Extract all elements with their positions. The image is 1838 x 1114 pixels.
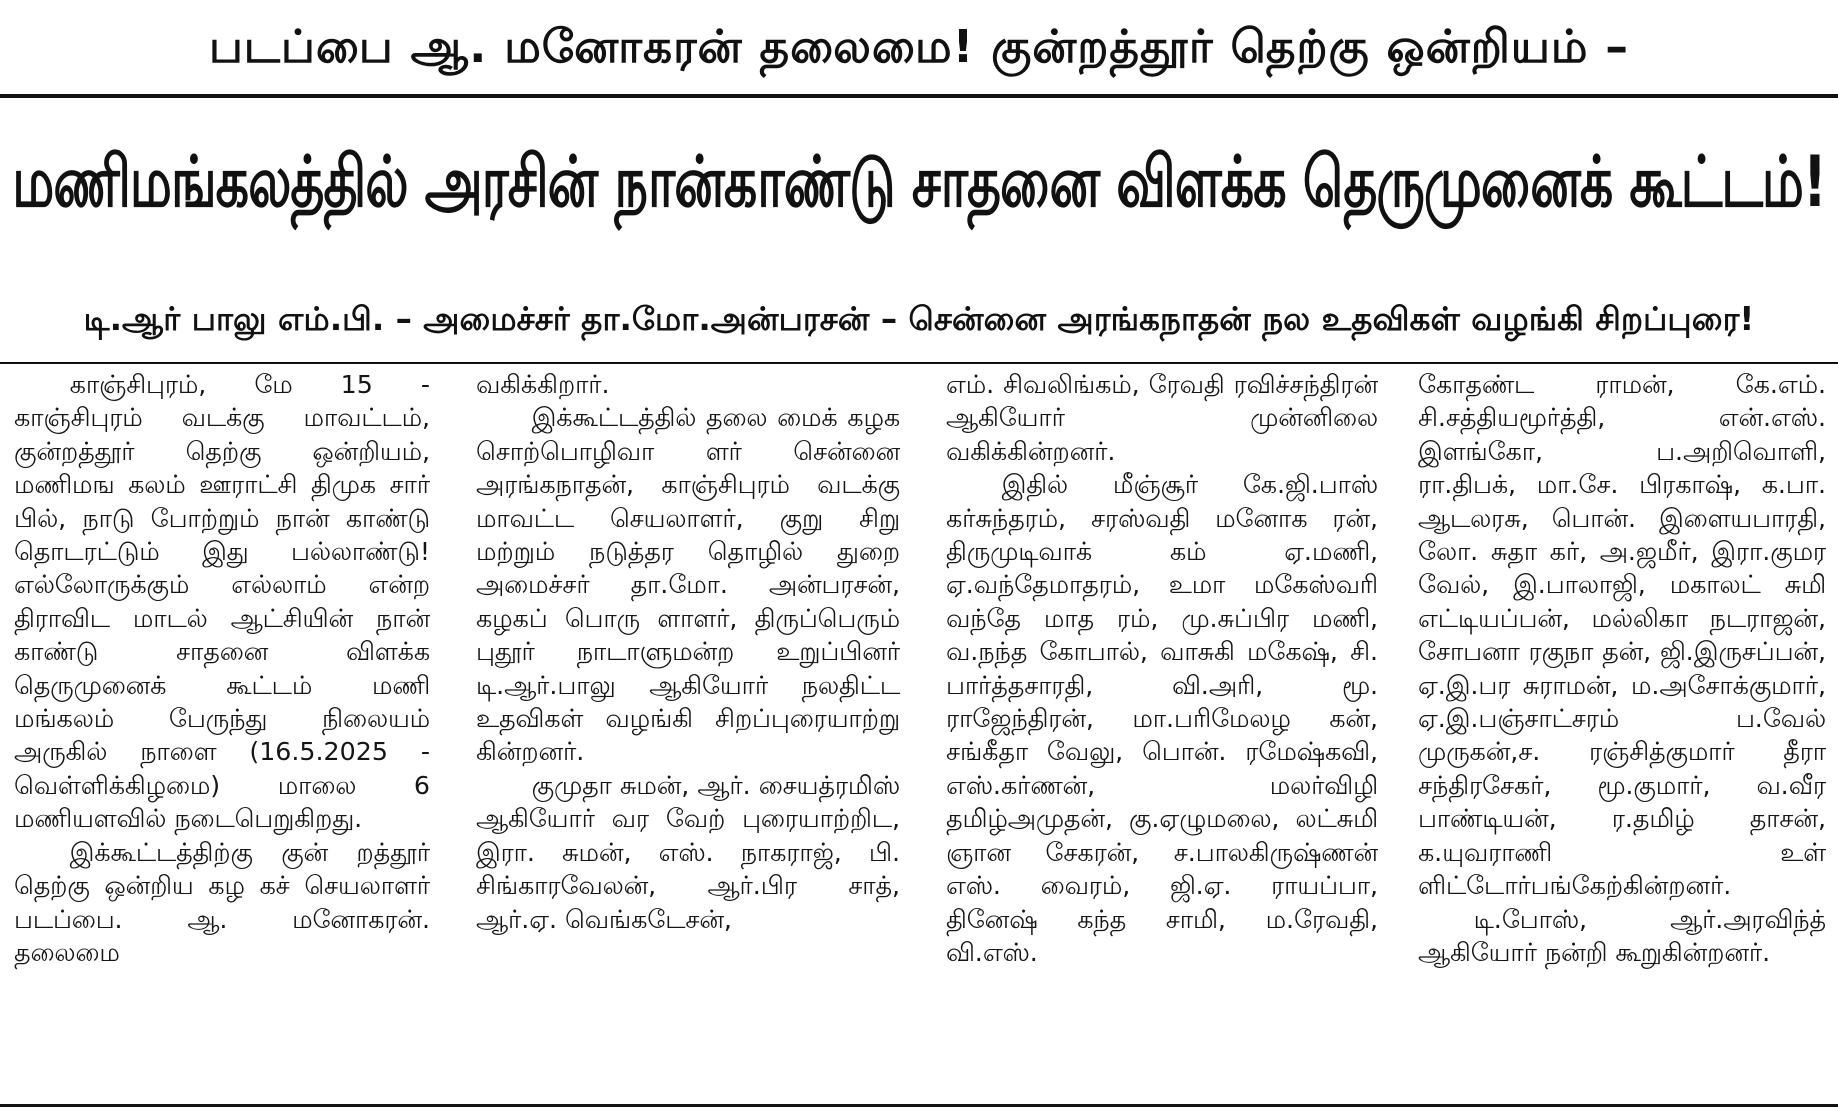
article-column-3 (946, 368, 1378, 1096)
body-paragraph: கோதண்ட ராமன், கே.எம். சி.சத்தியமூர்த்தி, என்.எஸ். இளங்கோ, ப.அறிவொளி, ரா.திபக், மா.சே. பிரகாஷ், க.பா. ஆடலரசு, பொன். இளையபாரதி, லோ. சுதா கர், அ.ஜமீர், இரா.குமர வேல், இ.பாலாஜி, மகாலட் சுமி எட்டியப்பன், மல்லிகா நடராஜன், சோபனா ரகுநா தன், ஜி.இருசப்பன், ஏ.இ.பர சுராமன், ம.அசோக்குமார், ஏ.இ.பஞ்சாட்சரம் ப.வேல் முருகன்,ச. ரஞ்சித்குமார் தீரா சந்திரசேகர், மூ.குமார், வ.வீர பாண்டியன், ர.தமிழ் தாசன், க.யுவராணி உள் ளிட்டோர்பங்கேற்கின்றனர். (1418, 370, 1826, 901)
body-paragraph: டி.போஸ், ஆர்.அரவிந்த் ஆகியோர் நன்றி கூறுகின்றனர். (1418, 904, 1826, 967)
article-column-4 (1418, 368, 1826, 1096)
body-paragraph: குமுதா சுமன், ஆர். சையத்ரமிஸ் ஆகியோர் வர வேற் புரையாற்றிட, இரா. சுமன், எஸ். நாகராஜ், பி. சிங்காரவேலன், ஆர்.பிர சாத், ஆர்.ஏ. வெங்கடேசன், (476, 770, 900, 934)
body-divider (0, 362, 1838, 364)
body-paragraph: இக்கூட்டத்திற்கு குன் றத்தூர் தெற்கு ஒன்றிய கழ கச் செயலாளர் படப்பை. ஆ. மனோகரன். தலைமை (14, 837, 430, 967)
body-paragraph: இதில் மீஞ்சூர் கே.ஜி.பாஸ் கர்சுந்தரம், சரஸ்வதி மனோக ரன், திருமுடிவாக் கம் ஏ.மணி, ஏ.வந்தேமாதரம், உமா மகேஸ்வரி வந்தே மாத ரம், மு.சுப்பிர மணி, வ.நந்த கோபால், வாசுகி மகேஷ், சி. பார்த்தசாரதி, வி.அரி, மூ. ராஜேந்திரன், மா.பரிமேலழ கன், சங்கீதா வேலு, பொன். ரமேஷ்கவி, எஸ்.கர்ணன், மலர்விழி தமிழ்அமுதன், கு.ஏழுமலை, லட்சுமி ஞான சேகரன், ச.பாலகிருஷ்ணன் எஸ். வைரம், ஜி.ஏ. ராயப்பா, தினேஷ் கந்த சாமி, ம.ரேவதி, வி.எஸ். (946, 470, 1378, 967)
body-paragraph: இக்கூட்டத்தில் தலை மைக் கழக சொற்பொழிவா ளர் சென்னை அரங்கநாதன், காஞ்சிபுரம் வடக்கு மாவட்ட செயலாளர், குறு சிறு மற்றும் நடுத்தர தொழில் துறை அமைச்சர் தா.மோ. அன்பரசன், கழகப் பொரு ளாளர், திருப்பெரும் புதூர் நாடாளுமன்ற உறுப்பினர் டி.ஆர்.பாலு ஆகியோர் நலதிட்ட உதவிகள் வழங்கி சிறப்புரையாற்று கின்றனர். (476, 403, 900, 767)
body-paragraph: வகிக்கிறார். (476, 370, 610, 399)
kicker-headline: படப்பை ஆ. மனோகரன் தலைமை! குன்றத்தூர் தெற்கு ஒன்றியம் – (208, 20, 1630, 73)
article-column-2 (476, 368, 900, 1096)
bottom-divider (0, 1104, 1838, 1107)
article-column-1 (14, 368, 430, 1096)
body-paragraph: காஞ்சிபுரம், மே 15 - காஞ்சிபுரம் வடக்கு மாவட்டம், குன்றத்தூர் தெற்கு ஒன்றியம், மணிமங கலம் ஊராட்சி திமுக சார் பில், நாடு போற்றும் நான் காண்டு தொடரட்டும் இது பல்லாண்டு!எல்லோருக்கும் எல்லாம் என்ற திராவிட மாடல் ஆட்சியின் நான் காண்டு சாதனை விளக்க தெருமுனைக் கூட்டம் மணி மங்கலம் பேருந்து நிலையம் அருகில் நாளை (16.5.2025 - வெள்ளிக்கிழமை) மாலை 6 மணியளவில் நடைபெறுகிறது. (14, 370, 430, 834)
sub-headline: டி.ஆர் பாலு எம்.பி. – அமைச்சர் தா.மோ.அன்பரசன் – சென்னை அரங்கநாதன் நல உதவிகள் வழங்கி சிறப்புரை! (83, 300, 1755, 338)
main-headline: மணிமங்கலத்தில் அரசின் நான்காண்டு சாதனை விளக்க தெருமுனைக் கூட்டம்! (12, 142, 1826, 224)
body-paragraph: எம். சிவலிங்கம், ரேவதி ரவிச்சந்திரன் ஆகியோர் முன்னிலை வகிக்கின்றனர். (946, 370, 1378, 466)
